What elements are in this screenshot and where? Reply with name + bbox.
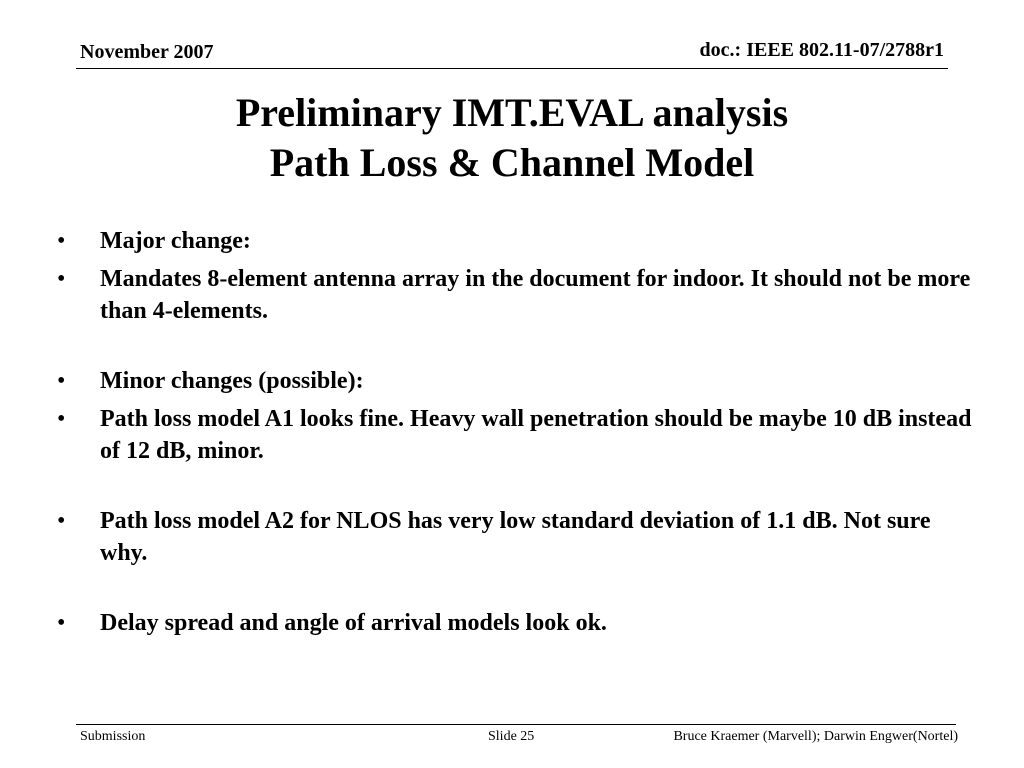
bullet-text: Mandates 8-element antenna array in the document for indoor. It should not be more than 4-elements. [100,266,971,324]
bullet-marker: • [57,610,66,636]
header-doc-id: doc.: IEEE 802.11-07/2788r1 [699,39,944,61]
footer-submission: Submission [80,729,146,744]
bullet-text: Path loss model A2 for NLOS has very low standard deviation of 1.1 dB. Not sure why. [100,508,931,566]
bullet-text: Path loss model A1 looks fine. Heavy wall penetration should be maybe 10 dB instead of 12 dB, minor. [100,406,972,464]
bullet-item [57,403,977,467]
bullet-item [57,365,977,397]
header-date: November 2007 [80,41,214,63]
slide-title-line-1: Preliminary IMT.EVAL analysis [235,90,789,135]
bullet-list [57,225,977,639]
bullet-marker: • [57,368,66,394]
bullet-marker: • [57,228,66,254]
header-divider [76,68,948,69]
bullet-text: Minor changes (possible): [100,368,364,394]
bullet-item [57,263,977,327]
bullet-item [57,225,977,257]
bullet-text: Delay spread and angle of arrival models look ok. [100,610,607,636]
bullet-item [57,607,977,639]
footer-authors: Bruce Kraemer (Marvell); Darwin Engwer(Nortel) [673,729,958,744]
slide-title [0,88,1024,188]
bullet-marker: • [57,406,66,432]
footer-slide-number: Slide 25 [488,729,535,744]
slide-title-line-2: Path Loss & Channel Model [269,140,755,185]
bullet-marker: • [57,508,66,534]
footer-divider [76,724,956,725]
bullet-marker: • [57,266,66,292]
bullet-item [57,505,977,569]
bullet-text: Major change: [100,228,251,254]
